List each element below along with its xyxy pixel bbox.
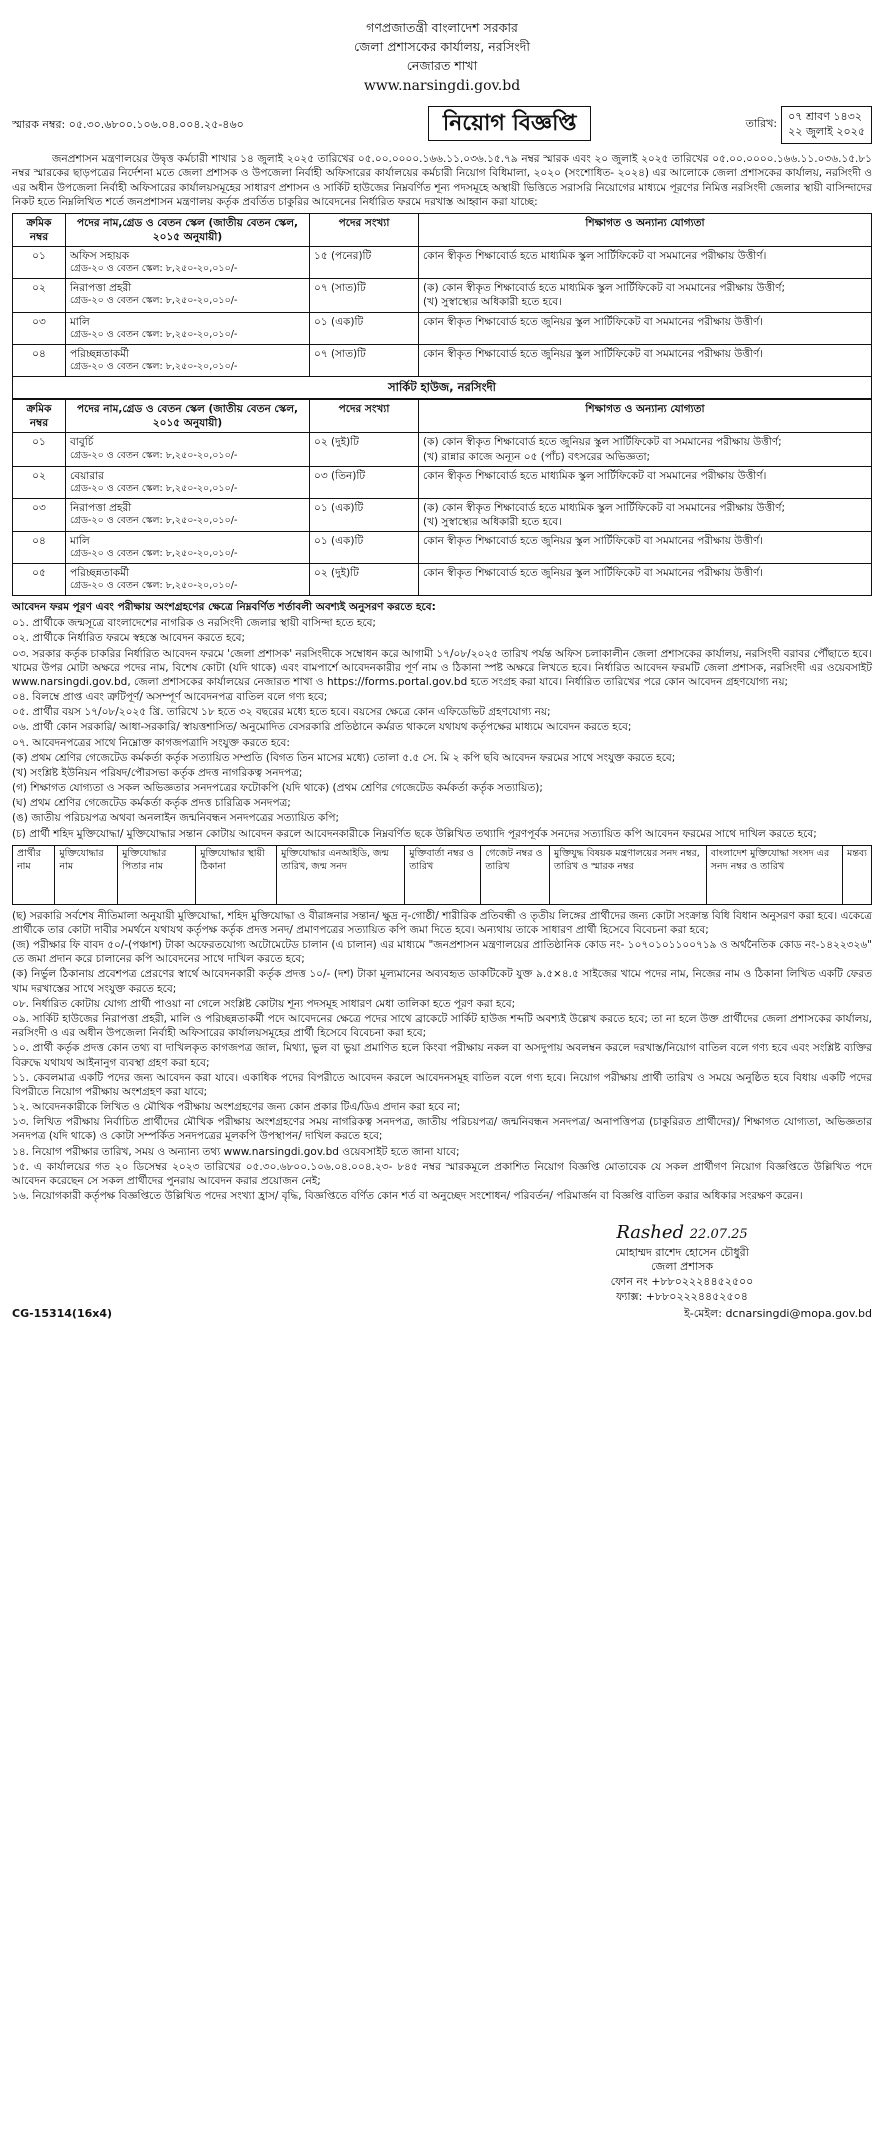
condition-item: ০৩. সরকার কর্তৃক চাকরির নির্ধারিত আবেদন ফরমে 'জেলা প্রশাসক' নরসিংদীকে সম্বোধন করে আগামী ১৭/০৮/২০২৫ তারিখ পর্যন্ত অফিস চলাকালীন জেলা প্রশাসকের কার্যালয়, নরসিংদী বরাবর পৌঁছাতে হবে। খামের উপর মোটা অক্ষরে পদের নাম, বিশেষ কোটা (যদি থাকে) এবং বামপার্শে আবেদনকারীর পূর্ণ নাম ও ঠিকানা স্পষ্ট অক্ষরে লিখতে হবে। নির্ধারিত আবেদন ফরমটি জেলা প্রশাসক, নরসিংদী এর ওয়েবসাইট www.narsingdi.gov.bd, জেলা প্রশাসকের কার্যালয়ের নেজারত শাখা ও https://forms.portal.gov.bd হতে সংগ্রহ করা যাবে। নির্ধারিত তারিখের পরে কোন আবেদন গ্রহণযোগ্য নয়; <box>12 647 872 688</box>
pay-scale: গ্রেড-২০ ও বেতন স্কেল: ৮,২৫০-২০,০১০/- <box>70 360 238 372</box>
condition-item: ০২. প্রার্থীকে নির্ধারিত ফরমে স্বহস্তে আবেদন করতে হবে; <box>12 632 246 645</box>
table-row <box>13 466 872 498</box>
ff-table-header: মুক্তিযুদ্ধ বিষয়ক মন্ত্রণালয়ের সনদ নম্বর, তারিখ ও স্মারক নম্বর <box>550 845 707 904</box>
date-bangla: ০৭ শ্রাবণ ১৪৩২ <box>788 109 862 123</box>
condition-item: ০৯. সার্কিট হাউজের নিরাপত্তা প্রহরী, মালি ও পরিচ্ছন্নতাকর্মী পদে আবেদনের ক্ষেত্রে পদের সাথে ব্রাকেটে সার্কিট হাউজ শব্দটি অবশ্যই উল্লেখ করতে হবে; তা না হলে উক্ত প্রার্থীদের জেলা প্রশাসকের কার্যালয়, নরসিংদী ও এর অধীন উপজেলা নির্বাহী অফিসারের কার্যালয়সমূহের প্রার্থী হিসেবে বিবেচনা করা হবে; <box>12 1012 872 1040</box>
row-serial: ০৪ <box>13 344 66 376</box>
row-serial: ০১ <box>13 433 66 466</box>
row-serial: ০৪ <box>13 532 66 564</box>
condition-item: (ক) প্রথম শ্রেণির গেজেটেড কর্মকর্তা কর্তৃক সত্যায়িত সম্প্রতি (বিগত তিন মাসের মধ্যে) তোলা ৫.৫ সে. মি ২ কপি ছবি আবেদন ফরমের সাথে সংযুক্ত করতে হবে; <box>12 751 676 764</box>
condition-item: ১৩. লিখিত পরীক্ষায় নির্বাচিত প্রার্থীদের মৌখিক পরীক্ষায় অংশগ্রহণের সময় নাগরিকত্ব সনদপত্র, জাতীয় পরিচয়পত্র/ জন্মনিবন্ধন সনদপত্র/ অনাপত্তিপত্র (চাকুরিরত প্রার্থীদের)/ শিক্ষাগত যোগ্যতা, অভিজ্ঞতার সনদপত্র (যদি থাকে) ও কোটা সম্পর্কিত সনদপত্রের মূলকপি উপস্থাপন/ দাখিল করতে হবে; <box>12 1116 872 1143</box>
table-row <box>13 279 872 312</box>
ff-table-header: মুক্তিযোদ্ধার পিতার নাম <box>118 845 196 904</box>
date-label: তারিখ: <box>745 117 778 131</box>
ff-table-header: প্রার্থীর নাম <box>13 845 55 904</box>
qualification-line: (খ) রান্নার কাজে অন্যূন ০৫ (পাঁচ) বৎসরের অভিজ্ঞতা; <box>423 450 651 463</box>
post-count: ০৩ (তিন)টি <box>310 466 419 498</box>
posts-table-general <box>12 213 872 377</box>
post-count: ০১ (এক)টি <box>310 532 419 564</box>
post-count: ০১ (এক)টি <box>310 498 419 531</box>
qualification-line: কোন স্বীকৃত শিক্ষাবোর্ড হতে জুনিয়র স্কুল সার্টিফিকেট বা সমমানের পরীক্ষায় উত্তীর্ণ। <box>423 567 764 580</box>
row-post-cell <box>66 279 310 312</box>
condition-item: ১১. কেবলমাত্র একটি পদের জন্য আবেদন করা যাবে। একাধিক পদের বিপরীতে আবেদন করলে আবেদনসমূহ বাতিল বলে গণ্য হবে। নিয়োগ পরীক্ষায় প্রার্থী তারিখ ও সময়ে অনুষ্ঠিত হবে বিধায় একটি পদের বিপরীতে নিয়োগ পরীক্ষায় অংশগ্রহণ করা যাবে; <box>12 1071 872 1098</box>
post-count: ০২ (দুই)টি <box>310 564 419 596</box>
condition-item: (খ) সংশ্লিষ্ট ইউনিয়ন পরিষদ/পৌরসভা কর্তৃক প্রদত্ত নাগরিকত্ব সনদপত্র; <box>12 766 303 779</box>
qualification-cell <box>419 466 872 498</box>
pay-scale: গ্রেড-২০ ও বেতন স্কেল: ৮,২৫০-২০,০১০/- <box>70 514 238 526</box>
post-count: ০২ (দুই)টি <box>310 433 419 466</box>
circuit-house-title: সার্কিট হাউজ, নরসিংদী <box>12 377 872 400</box>
col-qualification: শিক্ষাগত ও অন্যান্য যোগ্যতা <box>419 213 872 246</box>
row-post-cell <box>66 498 310 531</box>
row-serial: ০৩ <box>13 312 66 344</box>
conditions-list-b <box>12 909 872 1203</box>
col-serial: ক্রমিক নম্বর <box>13 213 66 246</box>
table-row <box>13 344 872 376</box>
row-serial: ০২ <box>13 466 66 498</box>
table-row <box>13 564 872 596</box>
post-count: ১৫ (পনের)টি <box>310 247 419 279</box>
memo-number: স্মারক নম্বর: ০৫.৩০.৬৮০০.১০৬.০৪.০০৪.২৫-৪৬০ <box>12 117 244 131</box>
conditions-list-a <box>12 616 872 841</box>
condition-item: ০৮. নির্ধারিত কোটায় যোগ্য প্রার্থী পাওয়া না গেলে সংশ্লিষ্ট কোটায় শূন্য পদসমূহ সাধারণ মেধা তালিকা হতে পূরণ করা হবে; <box>12 997 516 1010</box>
signatory-fax: ফ্যাক্স: +৮৮০২২২৪৪৫২৫০৪ <box>616 1290 748 1304</box>
qualification-cell <box>419 498 872 531</box>
qualification-cell <box>419 279 872 312</box>
row-serial: ০৩ <box>13 498 66 531</box>
condition-item: ০৪. বিলম্বে প্রাপ্ত এবং ত্রুটিপূর্ণ/ অসম্পূর্ণ আবেদনপত্র বাতিল বলে গণ্য হবে; <box>12 691 328 704</box>
pay-scale: গ্রেড-২০ ও বেতন স্কেল: ৮,২৫০-২০,০১০/- <box>70 482 238 494</box>
col-serial: ক্রমিক নম্বর <box>13 400 66 433</box>
condition-item: (ঘ) প্রথম শ্রেণির গেজেটেড কর্মকর্তা কর্তৃক প্রদত্ত চারিত্রিক সনদপত্র; <box>12 797 291 810</box>
post-name: পরিচ্ছন্নতাকর্মী <box>70 567 129 580</box>
section-name: নেজারত শাখা <box>406 57 478 73</box>
signature-scribble: Rashed 22.07.25 <box>616 1222 748 1244</box>
qualification-line: (ক) কোন স্বীকৃত শিক্ষাবোর্ড হতে মাধ্যমিক স্কুল সার্টিফিকেট বা সমমানের পরীক্ষায় উত্তীর্ণ; <box>423 501 786 514</box>
signatory-email: ই-মেইল: dcnarsingdi@mopa.gov.bd <box>684 1306 872 1320</box>
ff-table-header: মুক্তিযোদ্ধার স্থায়ী ঠিকানা <box>196 845 277 904</box>
qualification-cell <box>419 344 872 376</box>
page-title: নিয়োগ বিজ্ঞপ্তি <box>428 106 592 142</box>
signature-date: 22.07.25 <box>689 1227 748 1243</box>
condition-item: ০১. প্রার্থীকে জন্মসূত্রে বাংলাদেশের নাগরিক ও নরসিংদী জেলার স্থায়ী বাসিন্দা হতে হবে; <box>12 617 376 630</box>
signatory-designation: জেলা প্রশাসক <box>650 1260 714 1274</box>
qualification-cell <box>419 532 872 564</box>
pay-scale: গ্রেড-২০ ও বেতন স্কেল: ৮,২৫০-২০,০১০/- <box>70 580 238 592</box>
table-row <box>13 498 872 531</box>
post-name: নিরাপত্তা প্রহরী <box>70 282 132 295</box>
notice-page <box>12 0 872 1322</box>
ff-table-header: গেজেট নম্বর ও তারিখ <box>481 845 550 904</box>
govt-name: গণপ্রজাতন্ত্রী বাংলাদেশ সরকার <box>366 20 518 35</box>
ff-table-header: মুক্তিযোদ্ধার নাম <box>55 845 118 904</box>
post-name: মালি <box>70 315 90 328</box>
office-name: জেলা প্রশাসকের কার্যালয়, নরসিংদী <box>354 38 530 54</box>
intro-paragraph: জনপ্রশাসন মন্ত্রণালয়ের উদ্বৃত্ত কর্মচারী শাখার ১৪ জুলাই ২০২৫ তারিখের ০৫.০০.০০০০.১৬৬.১১.০৩৬.১৫.৭৯ নম্বর স্মারক এবং ২০ জুলাই ২০২৫ তারিখের ০৫.০০.০০০০.১৬৬.১১.০৩৬.১৫.৮১ নম্বর স্মারকের ছাড়পত্রের নির্দেশনা মতে জেলা প্রশাসক ও উপজেলা নির্বাহী অফিসারের কার্যালয়ের কর্মচারী নিয়োগ বিধিমালা, ২০২০ (সংশোধিত- ২০২৪) এর আলোকে জেলা প্রশাসকের কার্যালয়, নরসিংদী ও এর অধীন উপজেলা নির্বাহী অফিসারের কার্যালয়সমূহের সাধারণ প্রশাসন ও সার্কিট হাউজের নিম্নবর্ণিত শূন্য পদসমূহে অস্থায়ী ভিত্তিতে সরাসরি নিয়োগের মাধ্যমে পূরণের নিমিত্ত নরসিংদী জেলার স্থায়ী বাসিন্দাদের নিকট হতে নিম্নলিখিত শর্তে জনপ্রশাসন মন্ত্রণালয় কর্তৃক প্রবর্তিত চাকুরির আবেদনের নির্ধারিত ফরমে দরখাস্ত আহ্বান করা যাচ্ছে: <box>12 153 872 208</box>
qualification-line: কোন স্বীকৃত শিক্ষাবোর্ড হতে মাধ্যমিক স্কুল সার্টিফিকেট বা সমমানের পরীক্ষায় উত্তীর্ণ। <box>423 469 767 482</box>
qualification-cell <box>419 433 872 466</box>
condition-item: (জ) পরীক্ষার ফি বাবদ ৫০/-(পঞ্চাশ) টাকা অফেরতযোগ্য অটোমেটেড চালান (এ চালান) এর মাধ্যমে "জনপ্রশাসন মন্ত্রণালয়ের প্রাতিষ্ঠানিক কোড নং- ১০৭০১০১১০০৭১৯ ও অর্থনৈতিক কোড নং-১৪২২৩২৬" তে জমা প্রদান করে চালানের কপি আবেদনের সাথে দাখিল করতে হবে; <box>12 939 872 966</box>
qualification-line: কোন স্বীকৃত শিক্ষাবোর্ড হতে জুনিয়র স্কুল সার্টিফিকেট বা সমমানের পরীক্ষায় উত্তীর্ণ। <box>423 347 764 360</box>
table-row <box>13 247 872 279</box>
posts-table-circuit-house <box>12 399 872 596</box>
row-post-cell <box>66 433 310 466</box>
row-serial: ০১ <box>13 247 66 279</box>
qualification-line: (খ) সুস্বাস্থ্যের অধিকারী হতে হবে। <box>423 515 562 528</box>
qualification-line: কোন স্বীকৃত শিক্ষাবোর্ড হতে মাধ্যমিক স্কুল সার্টিফিকেট বা সমমানের পরীক্ষায় উত্তীর্ণ। <box>423 250 767 263</box>
post-name: অফিস সহায়ক <box>70 250 130 263</box>
col-qualification: শিক্ষাগত ও অন্যান্য যোগ্যতা <box>419 400 872 433</box>
pay-scale: গ্রেড-২০ ও বেতন স্কেল: ৮,২৫০-২০,০১০/- <box>70 295 238 307</box>
post-count: ০১ (এক)টি <box>310 312 419 344</box>
post-name: পরিচ্ছন্নতাকর্মী <box>70 347 129 360</box>
qualification-cell <box>419 312 872 344</box>
qualification-line: কোন স্বীকৃত শিক্ষাবোর্ড হতে জুনিয়র স্কুল সার্টিফিকেট বা সমমানের পরীক্ষায় উত্তীর্ণ। <box>423 535 764 548</box>
pay-scale: গ্রেড-২০ ও বেতন স্কেল: ৮,২৫০-২০,০১০/- <box>70 449 238 461</box>
memo-row <box>12 106 872 145</box>
col-count: পদের সংখ্যা <box>310 213 419 246</box>
date-english: ২২ জুলাই ২০২৫ <box>788 125 865 139</box>
qualification-line: (ক) কোন স্বীকৃত শিক্ষাবোর্ড হতে জুনিয়র স্কুল সার্টিফিকেট বা সমমানের পরীক্ষায় উত্তীর্ণ; <box>423 436 782 449</box>
ff-table-header: বাংলাদেশ মুক্তিযোদ্ধা সংসদ এর সনদ নম্বর ও তারিখ <box>706 845 842 904</box>
condition-item: ১৪. নিয়োগ পরীক্ষার তারিখ, সময় ও অন্যান্য তথ্য www.narsingdi.gov.bd ওয়েবসাইট হতে জানা যাবে; <box>12 1145 460 1158</box>
row-post-cell <box>66 532 310 564</box>
date-box <box>746 106 872 145</box>
row-post-cell <box>66 312 310 344</box>
conditions-heading: আবেদন ফরম পূরণ এবং পরীক্ষায় অংশগ্রহণের ক্ষেত্রে নিম্নবর্ণিত শর্তাবলী অবশ্যই অনুসরণ করতে হবে: <box>12 601 436 614</box>
table-row <box>13 312 872 344</box>
col-count: পদের সংখ্যা <box>310 400 419 433</box>
condition-item: ১৫. এ কার্যালয়ের গত ২০ ডিসেম্বর ২০২৩ তারিখের ০৫.৩০.৬৮০০.১০৬.০৪.০০৪.২৩- ৮৪৫ নম্বর স্মারকমূলে প্রকাশিত নিয়োগ বিজ্ঞপ্তি মোতাবেক যে সকল প্রার্থীগণ নিয়োগ বিজ্ঞপ্তিতে উল্লিখিত পদে আবেদন করেছেন সে সকল প্রার্থীদের পুনরায় আবেদন করার প্রয়োজন নেই; <box>12 1160 872 1187</box>
condition-item: (ঙ) জাতীয় পরিচয়পত্র অথবা অনলাইন জন্মনিবন্ধন সনদপত্রের সত্যায়িত কপি; <box>12 812 340 825</box>
row-post-cell <box>66 564 310 596</box>
qualification-line: কোন স্বীকৃত শিক্ষাবোর্ড হতে জুনিয়র স্কুল সার্টিফিকেট বা সমমানের পরীক্ষায় উত্তীর্ণ। <box>423 315 764 328</box>
website-link[interactable]: www.narsingdi.gov.bd <box>363 77 521 94</box>
condition-item: (ছ) সরকারি সর্বশেষ নীতিমালা অনুযায়ী মুক্তিযোদ্ধা, শহিদ মুক্তিযোদ্ধা ও বীরাঙ্গনার সন্তান/ ক্ষুদ্র নৃ-গোষ্ঠী/ শারীরিক প্রতিবন্ধী ও তৃতীয় লিঙ্গের প্রার্থীদের জন্য কোটা সংক্রান্ত বিধি বিধান অনুসরণ করা হবে। একেত্রে প্রার্থীকে তার কোটা দাবীর সমর্থনে যথাযথ কর্তৃপক্ষ কর্তৃক প্রদত্ত সনদ/ প্রমাণপত্রের সত্যায়িত কপি জমা দিতে হবে। অন্যথায় তাকে সাধারণ প্রার্থী হিসেবে বিবেচনা করা হবে; <box>12 909 872 936</box>
row-post-cell <box>66 247 310 279</box>
row-serial: ০২ <box>13 279 66 312</box>
col-post: পদের নাম,গ্রেড ও বেতন স্কেল (জাতীয় বেতন স্কেল, ২০১৫ অনুযায়ী) <box>66 213 310 246</box>
condition-item: ০৬. প্রার্থী কোন সরকারি/ আধা-সরকারি/ স্বায়ত্তশাসিত/ অনুমোদিত বেসরকারি প্রতিষ্ঠানে কর্মরত থাকলে যথাযথ কর্তৃপক্ষের মাধ্যমে আবেদন করতে হবে; <box>12 721 632 734</box>
letterhead <box>12 20 872 96</box>
signatory-phone: ফোন নং +৮৮০২২২৪৪৫২৫০০ <box>610 1275 754 1289</box>
post-name: নিরাপত্তা প্রহরী <box>70 501 132 514</box>
post-name: মালি <box>70 535 90 548</box>
footer-code: CG-15314(16x4) <box>12 1306 113 1320</box>
table-row <box>13 532 872 564</box>
col-post: পদের নাম,গ্রেড ও বেতন স্কেল (জাতীয় বেতন স্কেল, ২০১৫ অনুযায়ী) <box>66 400 310 433</box>
qualification-line: (খ) সুস্বাস্থ্যের অধিকারী হতে হবে। <box>423 296 562 309</box>
ff-table-header: মন্তব্য <box>843 845 872 904</box>
post-name: বেয়ারার <box>70 469 104 482</box>
post-name: বাবুর্চি <box>70 436 94 449</box>
condition-item: (চ) প্রার্থী শহিদ মুক্তিযোদ্ধা/ মুক্তিযোদ্ধার সন্তান কোটায় আবেদন করলে আবেদনকারীকে নিম্নবর্ণিত ছকে উল্লিখিত তথ্যাদি পূরণপূর্বক সনদের সত্যায়িত কপি আবেদন ফরমের সাথে দাখিল করতে হবে; <box>12 827 817 840</box>
row-post-cell <box>66 466 310 498</box>
row-serial: ০৫ <box>13 564 66 596</box>
post-count: ০৭ (সাত)টি <box>310 279 419 312</box>
qualification-cell <box>419 247 872 279</box>
signature-block <box>532 1221 832 1305</box>
pay-scale: গ্রেড-২০ ও বেতন স্কেল: ৮,২৫০-২০,০১০/- <box>70 548 238 560</box>
table-row <box>13 433 872 466</box>
row-post-cell <box>66 344 310 376</box>
ff-table-header: মুক্তিবার্তা নম্বর ও তারিখ <box>405 845 481 904</box>
freedom-fighter-table <box>12 845 872 905</box>
condition-item: (গ) শিক্ষাগত যোগ্যতা ও সকল অভিজ্ঞতার সনদপত্রের ফটোকপি (যদি থাকে) (প্রথম শ্রেণির গেজেটেড কর্মকর্তা কর্তৃক সত্যায়িত); <box>12 782 543 795</box>
signatory-name: মোহাম্মদ রাশেদ হোসেন চৌধুরী <box>615 1245 749 1259</box>
pay-scale: গ্রেড-২০ ও বেতন স্কেল: ৮,২৫০-২০,০১০/- <box>70 328 238 340</box>
condition-item: (ক) নির্ভুল ঠিকানায় প্রবেশপত্র প্রেরণের স্বার্থে আবেদনকারী কর্তৃক প্রদত্ত ১০/- (দশ) টাকা মূল্যমানের অব্যবহৃত ডাকটিকেট যুক্ত ৯.৫×৪.৫ সাইজের খামে পদের নাম, নিজের নাম ও ঠিকানা লিখিত একটি ফেরত খাম দরখাস্তের সাথে সংযুক্ত করতে হবে; <box>12 968 872 995</box>
condition-item: ১৬. নিয়োগকারী কর্তৃপক্ষ বিজ্ঞপ্তিতে উল্লিখিত পদের সংখ্যা হ্রাস/ বৃদ্ধি, বিজ্ঞপ্তিতে বর্ণিত কোন শর্ত বা অনুচ্ছেদ সংশোধন/ পরিবর্তন/ পরিমার্জন বা বিজ্ঞপ্তি বাতিল করার অধিকার সংরক্ষণ করেন। <box>12 1190 803 1203</box>
qualification-line: (ক) কোন স্বীকৃত শিক্ষাবোর্ড হতে মাধ্যমিক স্কুল সার্টিফিকেট বা সমমানের পরীক্ষায় উত্তীর্ণ; <box>423 282 786 295</box>
post-count: ০৭ (সাত)টি <box>310 344 419 376</box>
pay-scale: গ্রেড-২০ ও বেতন স্কেল: ৮,২৫০-২০,০১০/- <box>70 263 238 275</box>
footer-row <box>12 1307 872 1322</box>
qualification-cell <box>419 564 872 596</box>
condition-item: ১২. আবেদনকারীকে লিখিত ও মৌখিক পরীক্ষায় অংশগ্রহণের জন্য কোন প্রকার টিএ/ডিএ প্রদান করা হবে না; <box>12 1101 461 1114</box>
condition-item: ০৫. প্রার্থীর বয়স ১৭/০৮/২০২৫ খ্রি. তারিখে ১৮ হতে ৩২ বছরের মধ্যে হতে হবে। বয়সের ক্ষেত্রে কোন এফিডেভিট গ্রহণযোগ্য নয়; <box>12 706 551 719</box>
condition-item: ০৭. আবেদনপত্রের সাথে নিম্নোক্ত কাগজপত্রাদি সংযুক্ত করতে হবে: <box>12 736 290 749</box>
condition-item: ১০. প্রার্থী কর্তৃক প্রদত্ত কোন তথ্য বা দাখিলকৃত কাগজপত্র জাল, মিথ্যা, ভুল বা ভুয়া প্রমাণিত হলে কিংবা পরীক্ষায় নকল বা অসদুপায় অবলম্বন করলে দরখাস্ত/নিয়োগ বাতিল বলে গণ্য হবে এবং সংশ্লিষ্ট ব্যক্তির বিরুদ্ধে যথাযথ আইনানুগ ব্যবস্থা গ্রহণ করা হবে; <box>12 1042 872 1069</box>
ff-table-header: মুক্তিযোদ্ধার এনআইডি, জন্ম তারিখ, জন্ম সনদ <box>277 845 405 904</box>
